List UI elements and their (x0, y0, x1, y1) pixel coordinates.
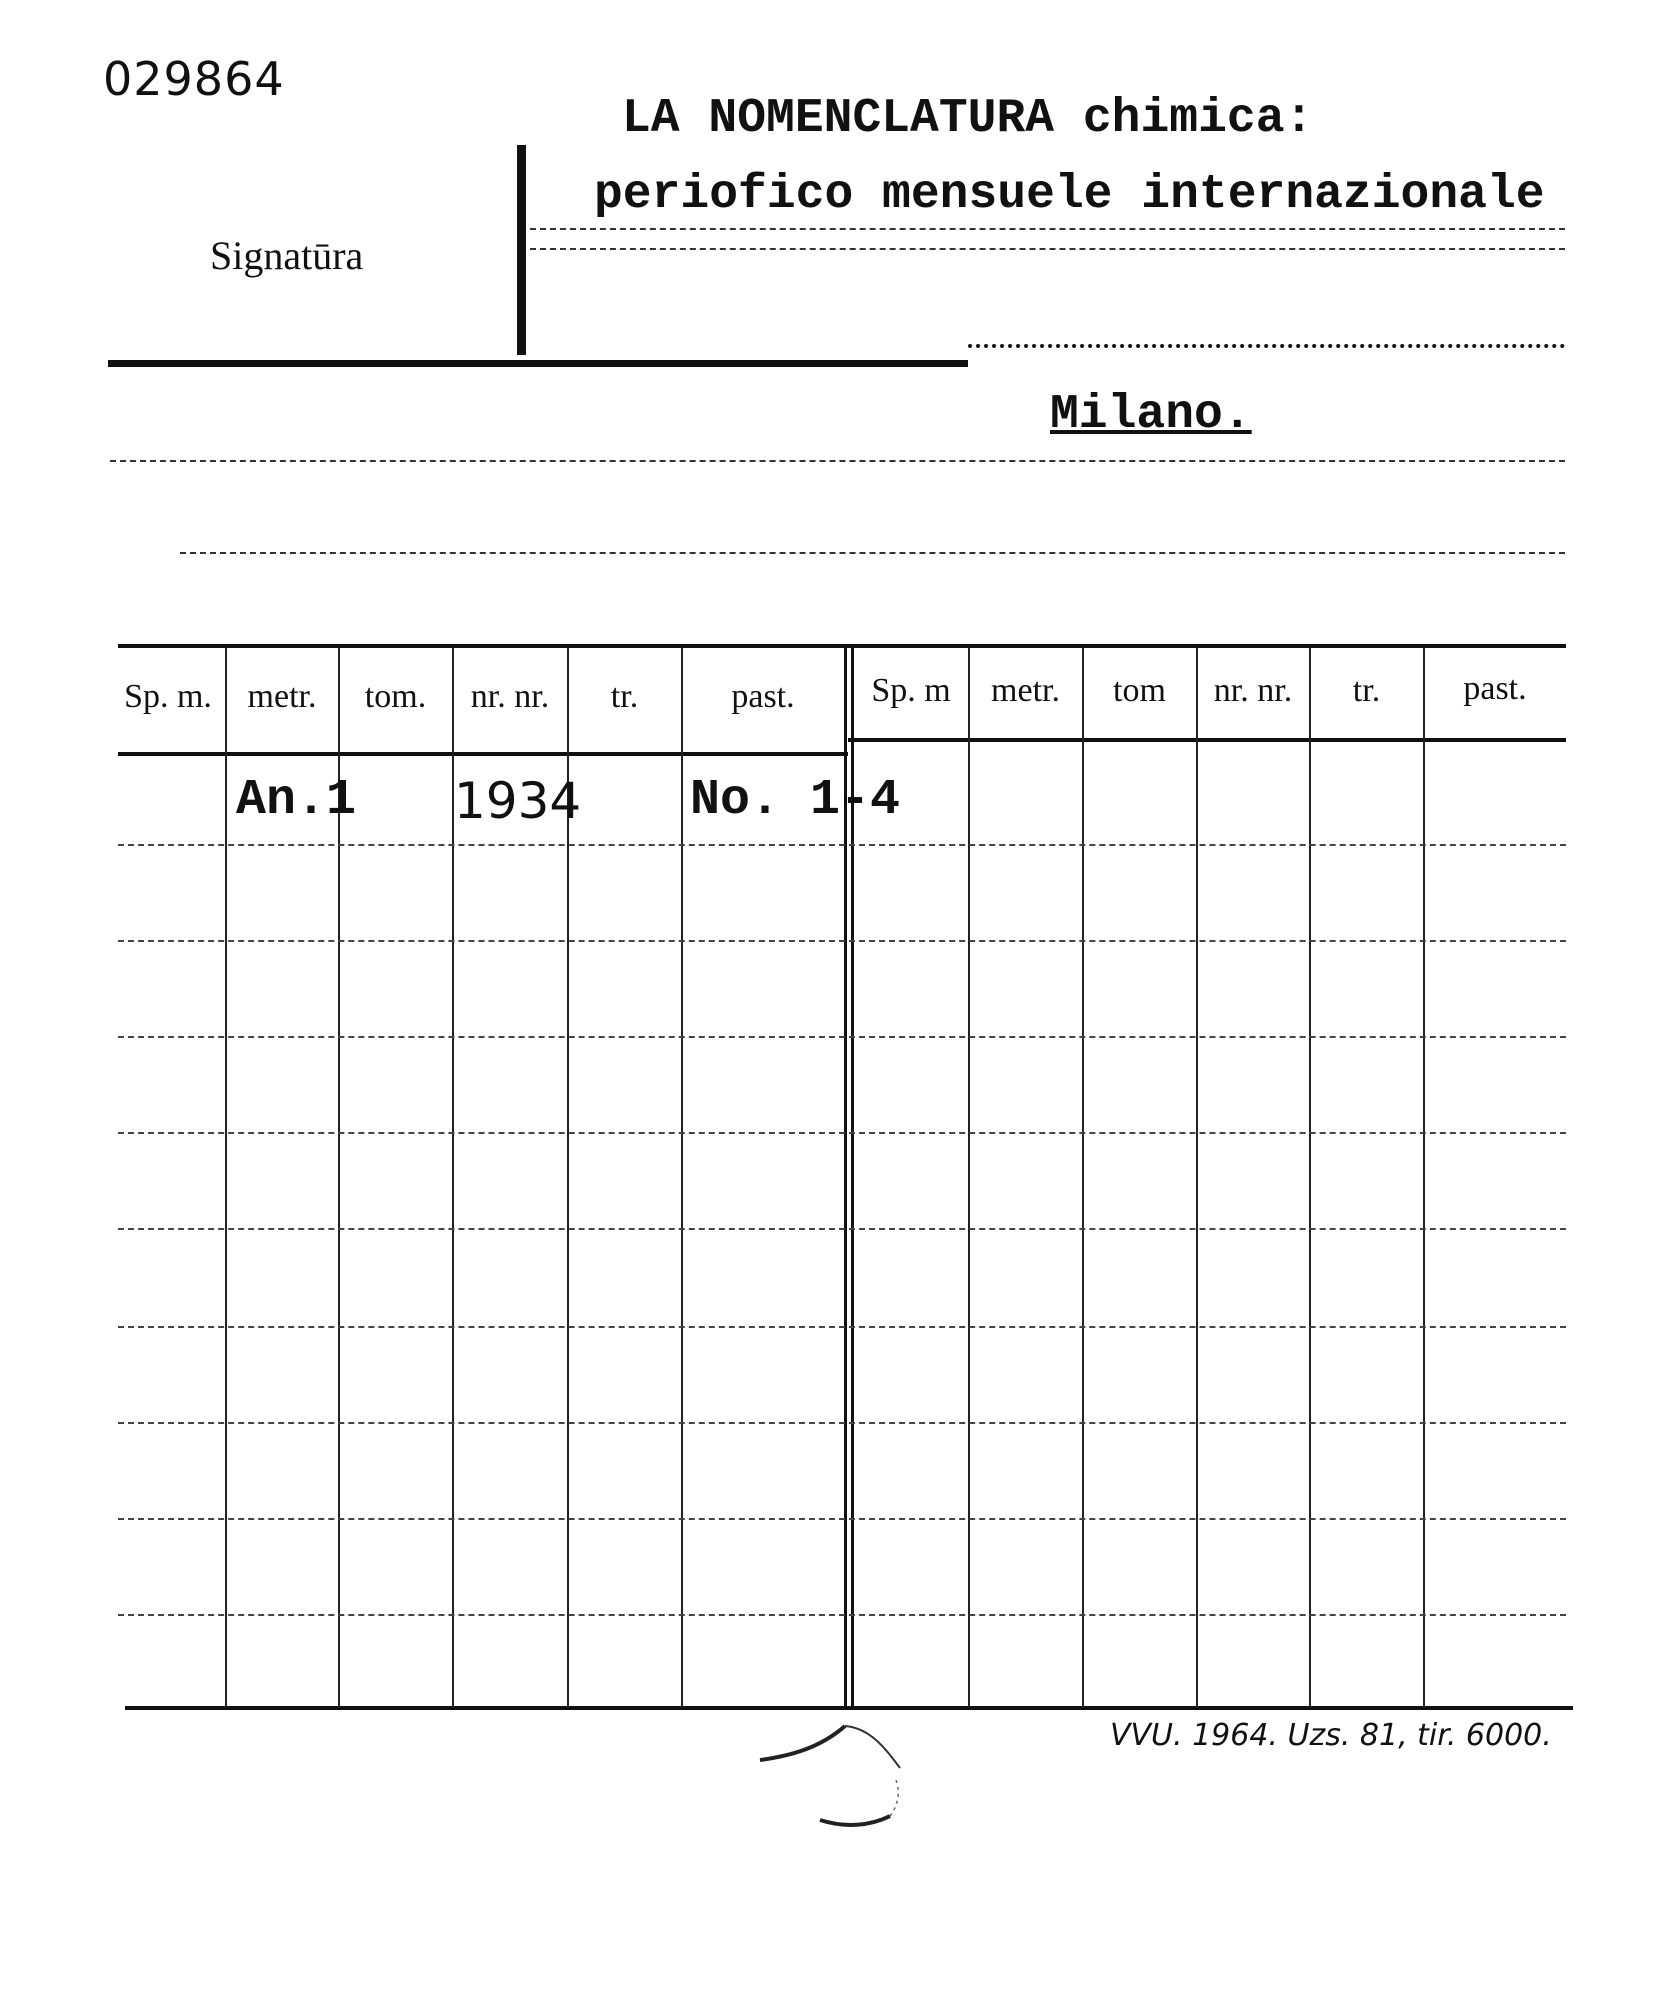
cell-nr-nr: 1934 (454, 772, 582, 830)
col-divider (1082, 648, 1084, 1706)
punch-hole-mark (750, 1708, 920, 1858)
col-divider (681, 648, 683, 1706)
header-sp-m: Sp. m. (124, 678, 212, 715)
row-separator (118, 1036, 1566, 1038)
header-nr-nr: nr. nr. (470, 678, 550, 715)
header-tr: tr. (1352, 672, 1381, 709)
cell-past: No. 1-4 (690, 772, 901, 829)
place-of-publication: Milano. (1050, 388, 1252, 442)
cell-metr: An.1 (236, 772, 357, 829)
row-separator (118, 1228, 1566, 1230)
table-header-rule-right (848, 738, 1566, 742)
header-nr-nr: nr. nr. (1213, 672, 1293, 709)
header-tr: tr. (610, 678, 639, 715)
header-tom: tom (1113, 672, 1166, 709)
header-metr: metr. (247, 678, 317, 715)
row-separator (118, 1132, 1566, 1134)
signature-label: Signatūra (210, 233, 364, 278)
row-separator (118, 844, 1566, 846)
table-top-rule (118, 644, 1566, 648)
row-separator (118, 940, 1566, 942)
row-separator (118, 1518, 1566, 1520)
col-divider (1309, 648, 1311, 1706)
title-line-2: periofico mensuele internazionale (594, 168, 1545, 222)
table-header-rule-left (118, 752, 848, 756)
title-line-1: LA NOMENCLATURA chimica: (622, 92, 1314, 146)
printer-imprint: VVU. 1964. Uzs. 81, tir. 6000. (1110, 1718, 1552, 1753)
row-separator (118, 1326, 1566, 1328)
col-divider (1196, 648, 1198, 1706)
header-past: past. (731, 678, 795, 715)
col-divider (968, 648, 970, 1706)
col-divider (225, 648, 227, 1706)
card-number: 029864 (103, 52, 285, 106)
header-metr: metr. (991, 672, 1060, 709)
row-separator (118, 1614, 1566, 1616)
row-separator (118, 1422, 1566, 1424)
header-tom: tom. (364, 678, 427, 715)
header-sp-m: Sp. m (871, 672, 951, 709)
col-divider (1423, 648, 1425, 1706)
header-past: past. (1463, 670, 1527, 707)
